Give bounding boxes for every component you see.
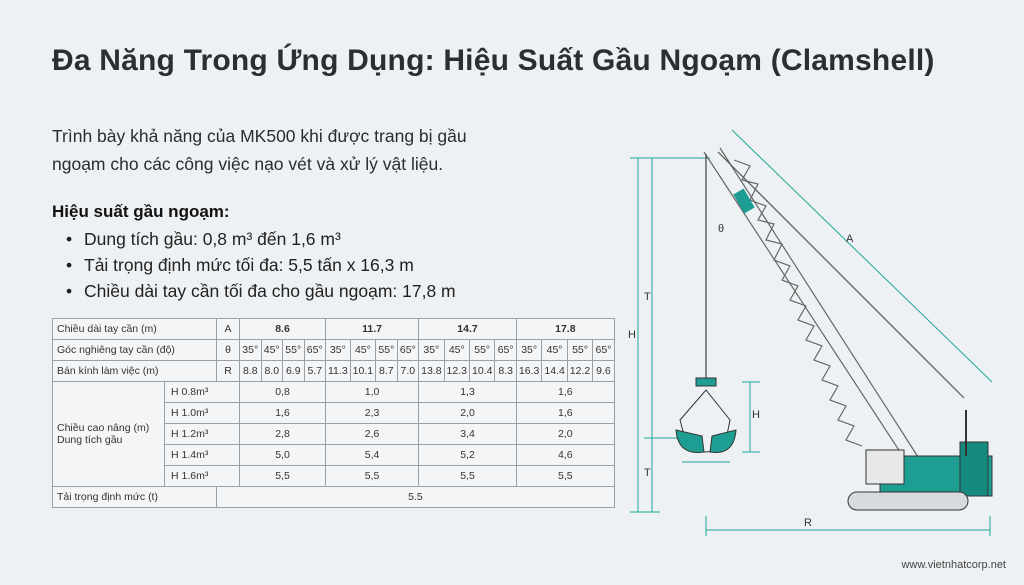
boom-angle-symbol: θ	[217, 340, 240, 361]
footer-url: www.vietnhatcorp.net	[901, 559, 1006, 571]
capacity-cell: 5,0	[240, 445, 326, 466]
boom-length-value: 8.6	[240, 319, 326, 340]
radius-label: R	[804, 517, 812, 529]
angle-cell: 65°	[495, 340, 517, 361]
radius-symbol: R	[217, 361, 240, 382]
radius-label: Bán kính làm việc (m)	[53, 361, 217, 382]
rated-load-value: 5.5	[217, 487, 615, 508]
boom-length-label: A	[846, 233, 854, 245]
boom-angle-label: Góc nghiêng tay cần (độ)	[53, 340, 217, 361]
capacity-row-label: H 1.2m³	[165, 424, 240, 445]
boom-length-symbol: A	[217, 319, 240, 340]
theta-label: θ	[718, 223, 725, 235]
clamshell-bucket-icon	[676, 378, 736, 453]
boom-length-label: Chiều dài tay cần (m)	[53, 319, 217, 340]
capacity-cell: 5,5	[326, 466, 419, 487]
radius-cell: 8.7	[376, 361, 398, 382]
rated-load-label: Tải trọng định mức (t)	[53, 487, 217, 508]
capacity-row-label: H 1.6m³	[165, 466, 240, 487]
t-label: T	[644, 291, 651, 303]
capacity-cell: 1,6	[516, 382, 614, 403]
radius-cell: 9.6	[593, 361, 615, 382]
performance-item: • Tải trọng định mức tối đa: 5,5 tấn x 16,3 m	[66, 252, 456, 278]
angle-cell: 65°	[593, 340, 615, 361]
capacity-cell: 2,0	[419, 403, 517, 424]
radius-cell: 8.0	[261, 361, 283, 382]
angle-cell: 35°	[240, 340, 262, 361]
radius-cell: 14.4	[542, 361, 567, 382]
capacity-row-label: H 1.0m³	[165, 403, 240, 424]
capacity-cell: 2,8	[240, 424, 326, 445]
performance-list	[66, 226, 456, 304]
boom-length-value: 11.7	[326, 319, 419, 340]
angle-cell: 35°	[516, 340, 541, 361]
radius-row	[53, 361, 615, 382]
radius-cell: 8.3	[495, 361, 517, 382]
capacity-cell: 1,3	[419, 382, 517, 403]
capacity-cell: 5,5	[516, 466, 614, 487]
radius-cell: 16.3	[516, 361, 541, 382]
dimension-line	[732, 130, 992, 382]
height-capacity-label	[53, 382, 165, 487]
angle-cell: 65°	[304, 340, 326, 361]
capacity-cell: 5,5	[240, 466, 326, 487]
intro-text: Trình bày khả năng của MK500 khi được trang bị gầu ngoạm cho các công việc nạo vét và xử lý vật liệu.	[52, 126, 467, 174]
capacity-cell: 2,3	[326, 403, 419, 424]
height-label: H	[628, 329, 636, 341]
capacity-cell: 4,6	[516, 445, 614, 466]
capacity-cell: 1,6	[240, 403, 326, 424]
capacity-row-label: H 1.4m³	[165, 445, 240, 466]
angle-cell: 35°	[326, 340, 351, 361]
performance-item: • Chiều dài tay cần tối đa cho gầu ngoạm: 17,8 m	[66, 278, 456, 304]
performance-heading: Hiệu suất gầu ngoạm:	[52, 202, 230, 221]
capacity-label: Dung tích gầu	[57, 434, 123, 446]
capacity-cell: 1,6	[516, 403, 614, 424]
performance-item: • Dung tích gầu: 0,8 m³ đến 1,6 m³	[66, 226, 456, 252]
t-label: T	[644, 467, 651, 479]
angle-cell: 55°	[283, 340, 305, 361]
boom-lattice	[734, 160, 862, 446]
angle-cell: 55°	[469, 340, 494, 361]
boom-length-row	[53, 319, 615, 340]
capacity-table	[52, 318, 615, 508]
boom-angle-row	[53, 340, 615, 361]
radius-cell: 12.2	[567, 361, 592, 382]
capacity-cell: 2,6	[326, 424, 419, 445]
radius-cell: 11.3	[326, 361, 351, 382]
radius-cell: 10.4	[469, 361, 494, 382]
angle-cell: 55°	[376, 340, 398, 361]
radius-cell: 7.0	[397, 361, 419, 382]
bucket-height-label: H	[752, 409, 760, 421]
page-title: Đa Năng Trong Ứng Dụng: Hiệu Suất Gầu Ngoạm (Clamshell)	[52, 44, 935, 77]
capacity-cell: 5,4	[326, 445, 419, 466]
angle-cell: 35°	[419, 340, 444, 361]
crane-diagram	[620, 120, 1010, 540]
angle-cell: 55°	[567, 340, 592, 361]
radius-cell: 10.1	[350, 361, 375, 382]
capacity-row-label: H 0.8m³	[165, 382, 240, 403]
capacity-cell: 5,2	[419, 445, 517, 466]
capacity-cell: 0,8	[240, 382, 326, 403]
radius-cell: 6.9	[283, 361, 305, 382]
capacity-cell: 5,5	[419, 466, 517, 487]
crane-body-icon	[848, 410, 992, 510]
radius-cell: 13.8	[419, 361, 444, 382]
capacity-cell: 1,0	[326, 382, 419, 403]
angle-cell: 45°	[444, 340, 469, 361]
capacity-cell: 2,0	[516, 424, 614, 445]
boom-length-value: 14.7	[419, 319, 517, 340]
capacity-cell: 3,4	[419, 424, 517, 445]
radius-cell: 12.3	[444, 361, 469, 382]
capacity-row	[53, 382, 615, 403]
height-label: Chiều cao nâng (m)	[57, 422, 150, 434]
boom-length-value: 17.8	[516, 319, 614, 340]
radius-cell: 8.8	[240, 361, 262, 382]
angle-cell: 45°	[542, 340, 567, 361]
angle-cell: 45°	[350, 340, 375, 361]
boom-chord	[704, 152, 908, 464]
radius-cell: 5.7	[304, 361, 326, 382]
angle-cell: 45°	[261, 340, 283, 361]
angle-cell: 65°	[397, 340, 419, 361]
rated-load-row	[53, 487, 615, 508]
